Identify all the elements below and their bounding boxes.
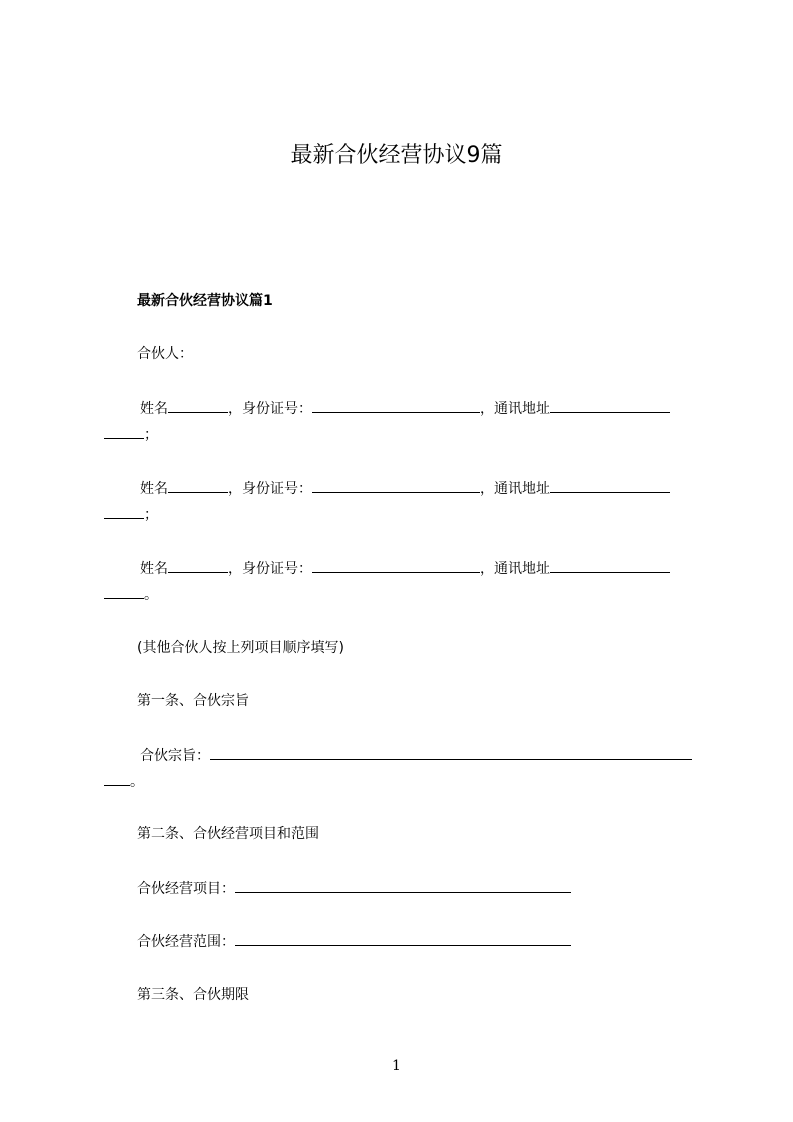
article-2-title: 第二条、合伙经营项目和范围	[137, 826, 319, 842]
address-label: ，通讯地址	[480, 401, 550, 417]
partner-row-2	[140, 478, 670, 499]
project-label: 合伙经营项目：	[137, 881, 235, 897]
partner-row-1	[140, 398, 670, 419]
address-blank-continued	[104, 424, 144, 439]
project-blank	[235, 878, 571, 893]
id-label: ，身份证号：	[228, 401, 312, 417]
id-blank	[312, 478, 480, 493]
id-blank	[312, 398, 480, 413]
partner-row-2-continuation	[104, 504, 158, 525]
id-blank	[312, 558, 480, 573]
purpose-end-punct: 。	[130, 774, 144, 790]
article-3-title: 第三条、合伙期限	[137, 987, 249, 1003]
other-partners-note: (其他合伙人按上列项目顺序填写)	[137, 640, 344, 656]
scope-blank	[235, 931, 571, 946]
article-1-title: 第一条、合伙宗旨	[137, 693, 249, 709]
row-end-punct: 。	[144, 587, 158, 603]
purpose-line-continuation	[104, 771, 144, 792]
purpose-label: 合伙宗旨：	[140, 748, 210, 764]
name-blank	[168, 398, 228, 413]
scope-label: 合伙经营范围：	[137, 934, 235, 950]
id-label: ，身份证号：	[228, 561, 312, 577]
partner-row-3	[140, 558, 670, 579]
address-blank	[550, 478, 670, 493]
name-label: 姓名	[140, 481, 168, 497]
partner-row-3-continuation	[104, 584, 158, 605]
project-line	[137, 878, 571, 899]
partners-label: 合伙人：	[137, 346, 193, 362]
address-blank-continued	[104, 584, 144, 599]
scope-line	[137, 931, 571, 952]
name-blank	[168, 558, 228, 573]
purpose-blank	[210, 745, 692, 760]
name-blank	[168, 478, 228, 493]
row-end-punct: ；	[144, 427, 158, 443]
name-label: 姓名	[140, 561, 168, 577]
address-blank-continued	[104, 504, 144, 519]
address-blank	[550, 398, 670, 413]
address-label: ，通讯地址	[480, 561, 550, 577]
page-number: 1	[392, 1058, 401, 1074]
id-label: ，身份证号：	[228, 481, 312, 497]
address-label: ，通讯地址	[480, 481, 550, 497]
row-end-punct: ；	[144, 507, 158, 523]
purpose-blank-continued	[104, 771, 130, 786]
page-title: 最新合伙经营协议9篇	[290, 143, 503, 168]
partner-row-1-continuation	[104, 424, 158, 445]
purpose-line	[140, 745, 692, 766]
address-blank	[550, 558, 670, 573]
name-label: 姓名	[140, 401, 168, 417]
section-heading: 最新合伙经营协议篇1	[137, 293, 273, 309]
